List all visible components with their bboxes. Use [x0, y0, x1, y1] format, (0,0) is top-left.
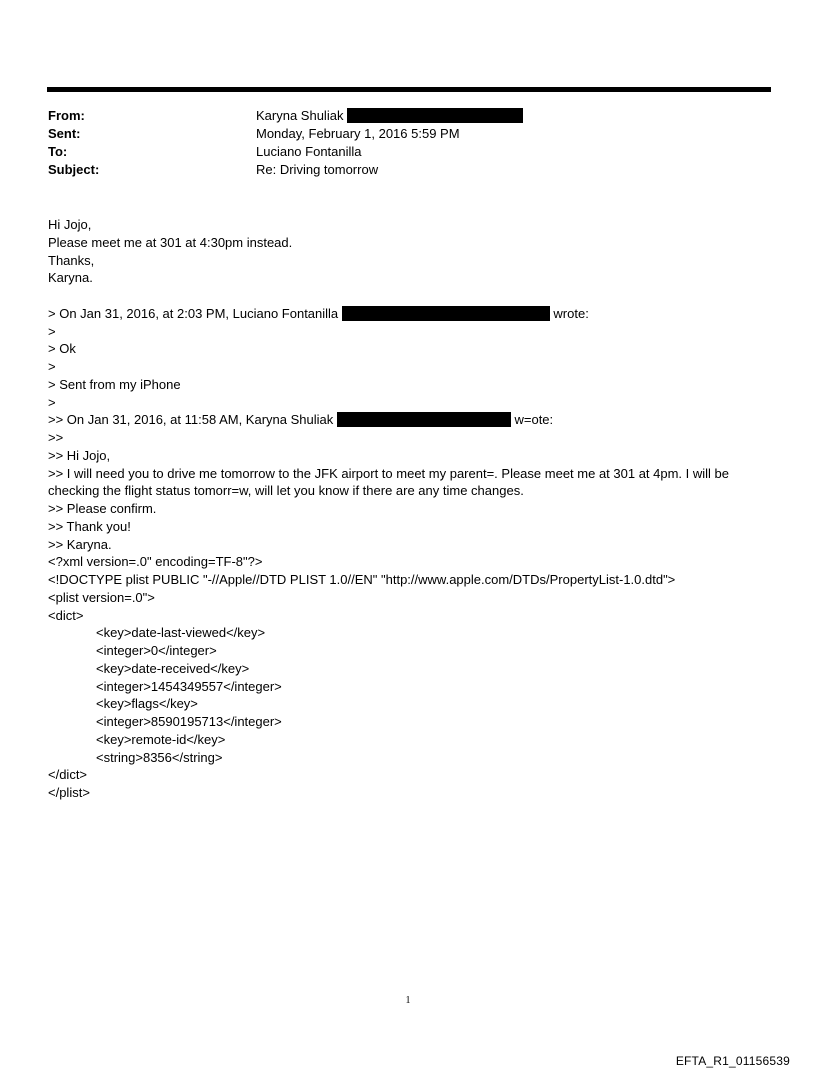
- plist-entry: <integer>0</integer>: [96, 643, 217, 658]
- quoted-line: >: [48, 359, 56, 374]
- redaction-box: [347, 108, 523, 123]
- quoted-paragraph: >> I will need you to drive me tomorrow to the JFK airport to meet my parent=. Please meet me at 301 at 4pm. I will be checking the flight status tomorr=w, will let you know if there are any time changes.: [48, 465, 730, 499]
- quoted-header-suffix: wrote:: [553, 305, 589, 321]
- quoted-line: [48, 305, 768, 323]
- quoted-line: >> Hi Jojo,: [48, 447, 111, 463]
- subject-label: Subject:: [48, 162, 100, 177]
- message-signature: Karyna.: [48, 270, 93, 286]
- plist-doctype: <!DOCTYPE plist PUBLIC "-//Apple//DTD PLIST 1.0//EN" "http://www.apple.com/DTDs/PropertyList-1.0.dtd">: [48, 572, 676, 587]
- quoted-line: >: [48, 323, 56, 339]
- plist-open-tag: <plist version=.0">: [48, 589, 155, 605]
- quoted-line: >: [48, 394, 56, 410]
- quoted-line: > Sent from my iPhone: [48, 376, 181, 392]
- message-thanks: Thanks,: [48, 252, 95, 268]
- page-number: 1: [405, 995, 411, 1006]
- plist-entry: <key>date-received</key>: [96, 660, 250, 676]
- email-body: [48, 216, 768, 802]
- plist-entry: <key>flags</key>: [96, 696, 198, 712]
- plist-entry: <string>8356</string>: [96, 749, 223, 765]
- plist-close-tag: </plist>: [48, 785, 90, 800]
- redaction-box: [342, 306, 550, 321]
- document-id: EFTA_R1_01156539: [675, 1054, 790, 1068]
- quoted-header-text: > On Jan 31, 2016, at 2:03 PM, Luciano Fontanilla: [48, 305, 339, 321]
- sent-label: Sent:: [48, 126, 81, 141]
- quoted-line: >> Karyna.: [48, 536, 112, 552]
- quoted-header-suffix: w=ote:: [514, 412, 554, 428]
- header-rule: [47, 87, 771, 92]
- spacer: [48, 287, 768, 305]
- subject-value: Re: Driving tomorrow: [256, 162, 379, 177]
- to-label: To:: [48, 144, 68, 159]
- redaction-box: [337, 412, 511, 427]
- quoted-line: > Ok: [48, 341, 76, 357]
- quoted-line: [48, 411, 768, 429]
- quoted-line: >>: [48, 430, 64, 445]
- from-name: Karyna Shuliak: [256, 108, 344, 123]
- message-line: Please meet me at 301 at 4:30pm instead.: [48, 234, 293, 250]
- dict-close-tag: </dict>: [48, 767, 88, 783]
- sent-value: Monday, February 1, 2016 5:59 PM: [256, 126, 460, 141]
- dict-open-tag: <dict>: [48, 607, 84, 623]
- quoted-header-text: >> On Jan 31, 2016, at 11:58 AM, Karyna Shuliak: [48, 412, 334, 428]
- plist-entry: <integer>1454349557</integer>: [96, 678, 282, 694]
- plist-entry: <key>remote-id</key>: [96, 731, 226, 747]
- plist-entry: <key>date-last-viewed</key>: [96, 625, 266, 641]
- to-value: Luciano Fontanilla: [256, 144, 362, 159]
- quoted-line: >> Please confirm.: [48, 501, 157, 516]
- plist-xml-declaration: <?xml version=.0" encoding=TF-8"?>: [48, 554, 263, 570]
- message-greeting: Hi Jojo,: [48, 217, 92, 232]
- plist-entry: <integer>8590195713</integer>: [96, 714, 282, 729]
- from-value: [256, 107, 523, 125]
- from-label: From:: [48, 108, 85, 123]
- quoted-line: >> Thank you!: [48, 518, 131, 534]
